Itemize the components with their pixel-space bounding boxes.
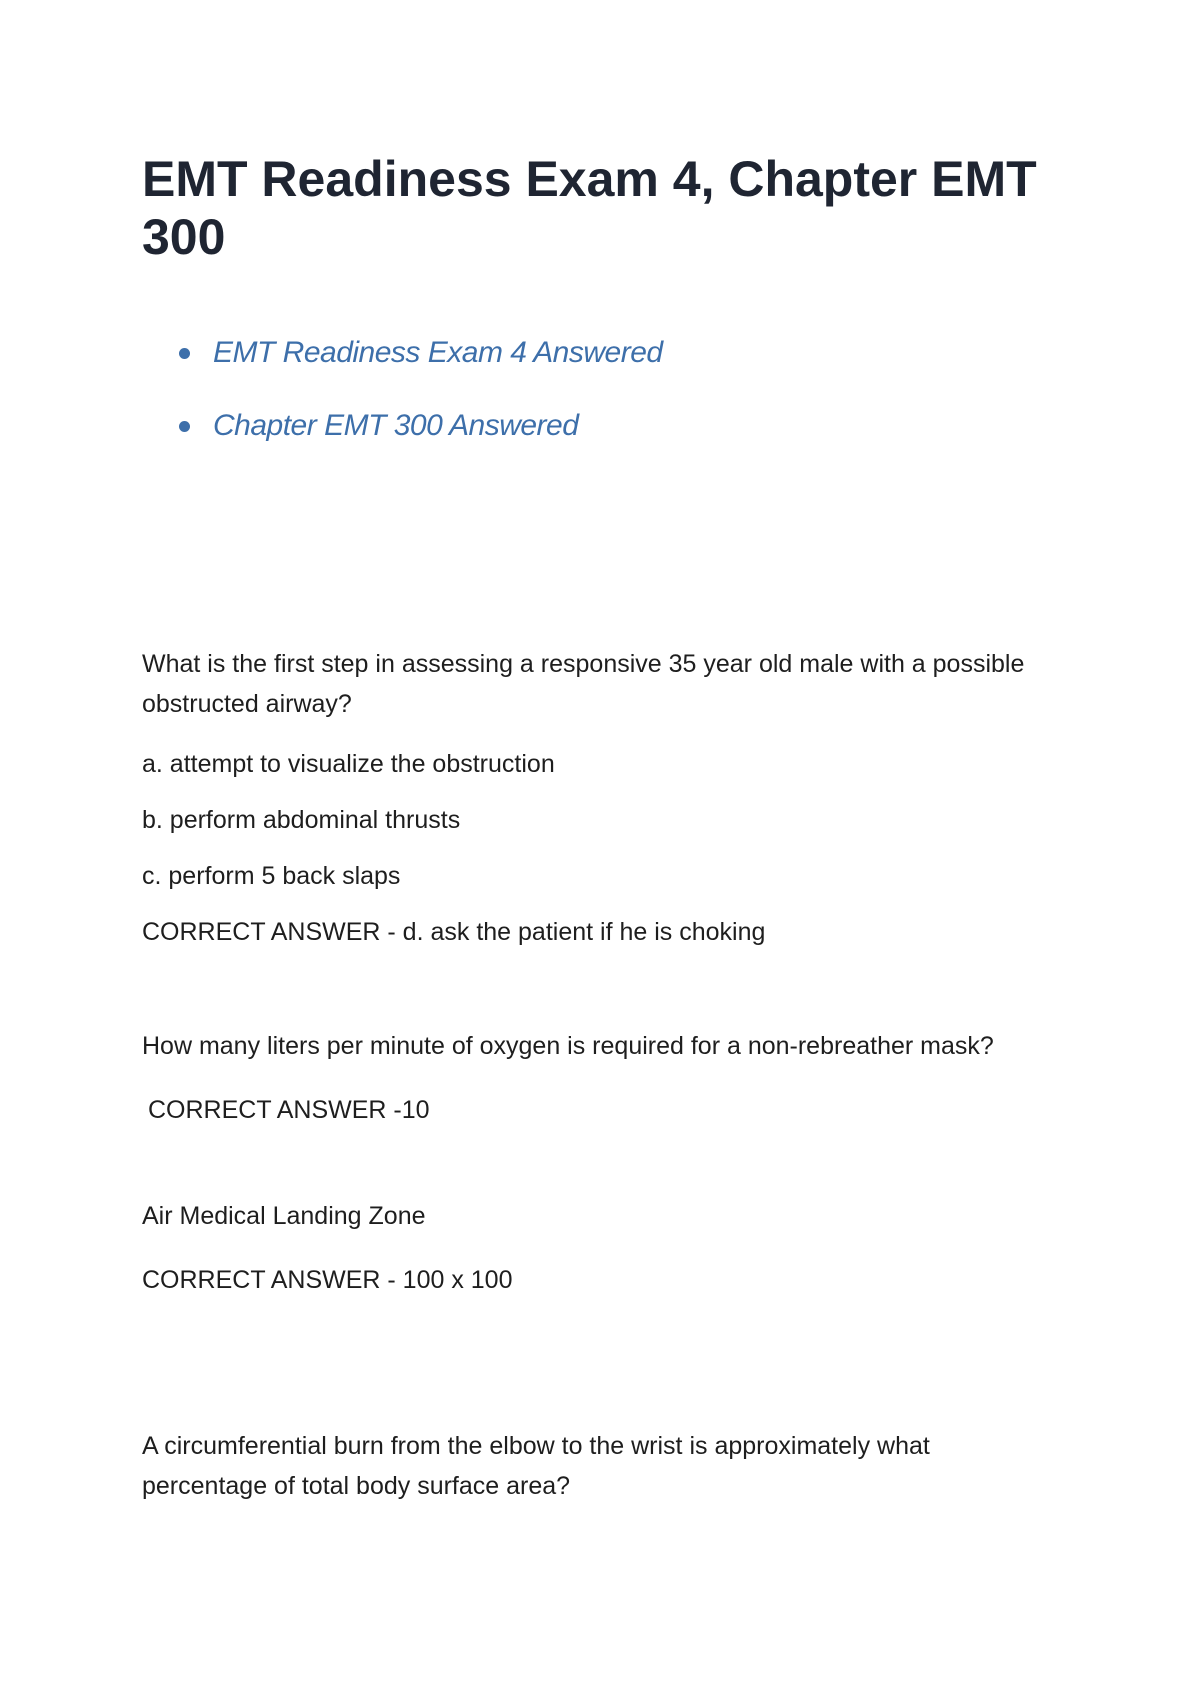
question-text: A circumferential burn from the elbow to the wrist is approximately what percentage of total body surface area? <box>142 1432 930 1500</box>
answer-option: a. attempt to visualize the obstruction <box>142 750 555 778</box>
list-item <box>175 333 663 406</box>
question-block <box>142 644 1042 960</box>
correct-answer: CORRECT ANSWER - d. ask the patient if he is choking <box>142 918 766 946</box>
question-text: What is the first step in assessing a responsive 35 year old male with a possible obstructed airway? <box>142 650 1025 718</box>
link-chapter-emt-300-answered[interactable]: Chapter EMT 300 Answered <box>213 409 579 442</box>
related-links-list <box>175 333 663 479</box>
list-item <box>175 406 663 479</box>
question-block <box>142 1426 1042 1506</box>
page-title: EMT Readiness Exam 4, Chapter EMT 300 <box>142 151 1037 265</box>
question-text: Air Medical Landing Zone <box>142 1202 426 1230</box>
correct-answer: CORRECT ANSWER -10 <box>148 1096 430 1124</box>
question-text: How many liters per minute of oxygen is required for a non-rebreather mask? <box>142 1032 994 1060</box>
bullet-icon <box>179 421 190 432</box>
question-block <box>142 1196 1042 1308</box>
answer-option: b. perform abdominal thrusts <box>142 806 461 834</box>
bullet-icon <box>179 348 190 359</box>
answer-option: c. perform 5 back slaps <box>142 862 401 890</box>
question-block <box>142 1026 1042 1138</box>
correct-answer: CORRECT ANSWER - 100 x 100 <box>142 1266 513 1294</box>
link-exam-4-answered[interactable]: EMT Readiness Exam 4 Answered <box>213 336 663 369</box>
